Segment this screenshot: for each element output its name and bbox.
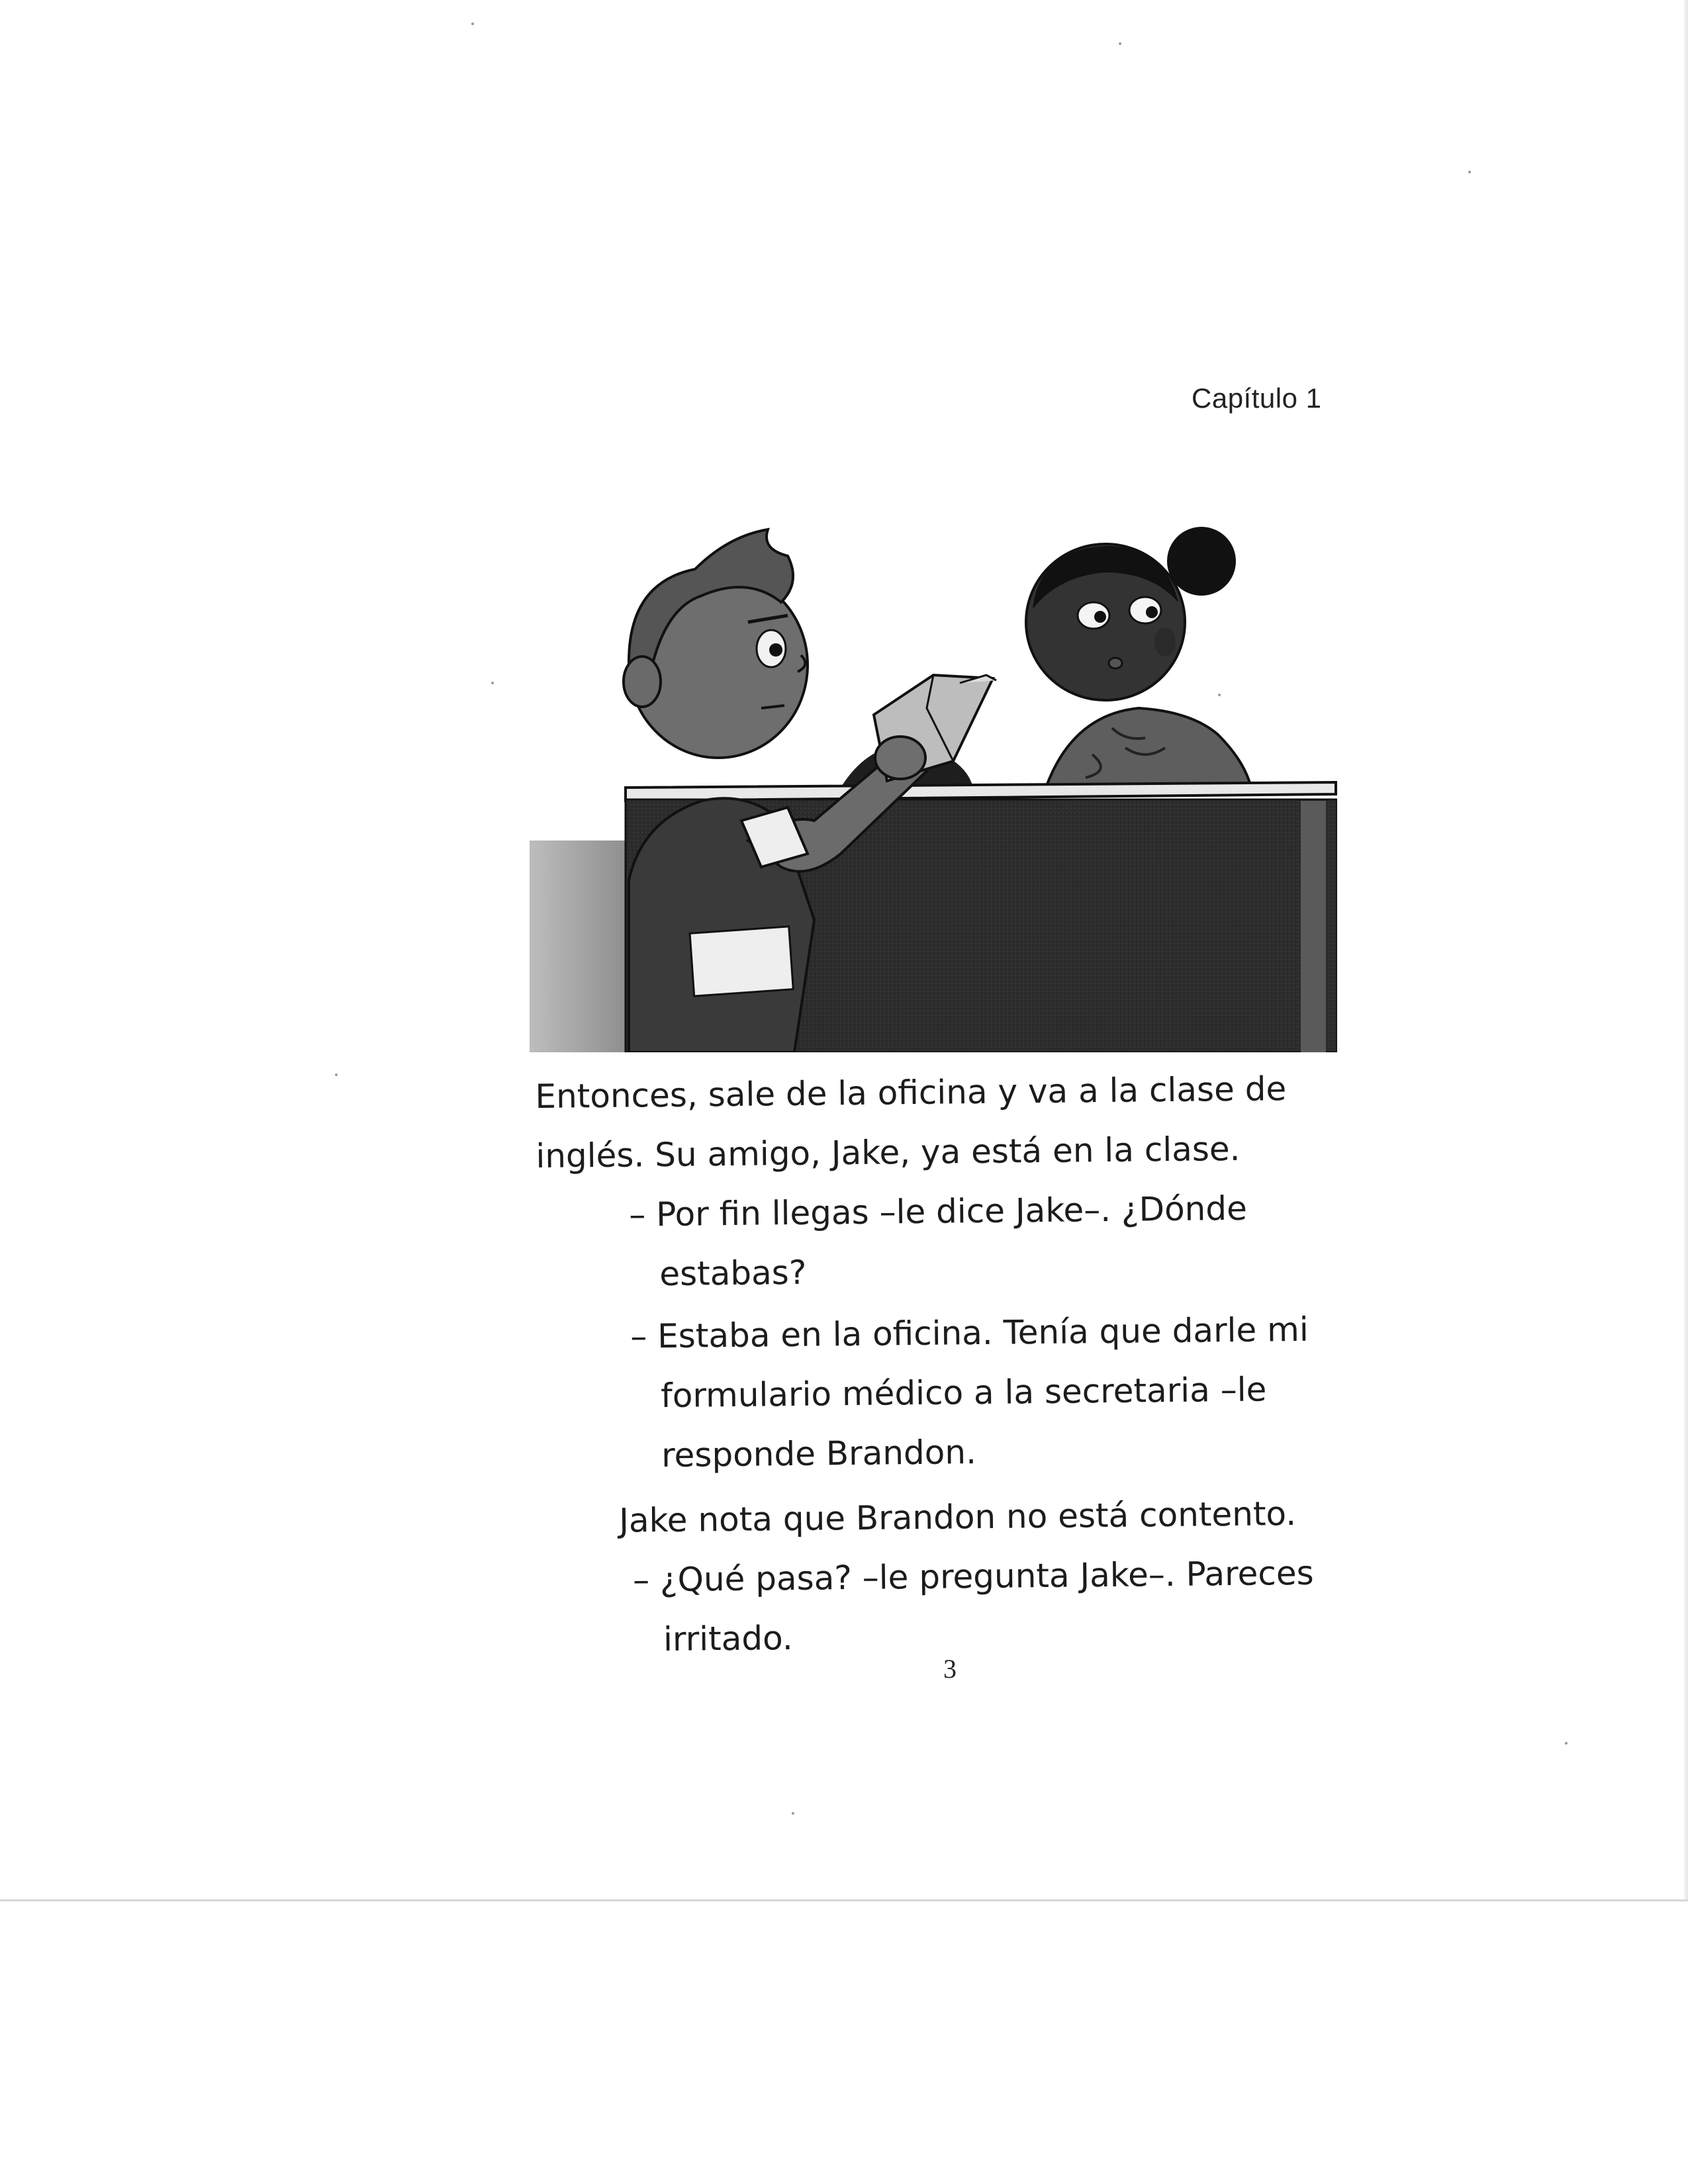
page-number: 3 <box>943 1654 957 1684</box>
narration-paragraph: Entonces, sale de la oficina y va a la clase de inglés. Su amigo, Jake, ya está en la clase. <box>535 1069 1287 1175</box>
scan-speck <box>335 1073 338 1076</box>
scan-speck <box>471 23 474 25</box>
scan-speck <box>491 682 494 684</box>
boy-and-girl-at-office-counter-illustration <box>530 510 1337 1052</box>
scan-bottom-edge <box>0 1899 1688 1901</box>
scan-edge <box>1684 0 1688 1899</box>
chapter-header: Capítulo 1 <box>1192 383 1322 414</box>
dialogue-line: – Por fin llegas –le dice Jake–. ¿Dónde estabas? <box>629 1189 1248 1294</box>
scan-speck <box>1468 171 1471 173</box>
scan-speck <box>792 1812 794 1815</box>
scan-speck <box>1565 1742 1568 1745</box>
girl-figure <box>1026 527 1251 788</box>
story-text <box>535 1058 1362 1670</box>
narration-paragraph: Jake nota que Brandon no está contento. <box>618 1494 1297 1540</box>
dialogue-line: – Estaba en la oficina. Tenía que darle mi formulario médico a la secretaria –le responde Brandon. <box>630 1310 1309 1475</box>
scan-speck <box>1119 42 1121 45</box>
dialogue-line: – ¿Qué pasa? –le pregunta Jake–. Pareces irritado. <box>632 1553 1314 1659</box>
